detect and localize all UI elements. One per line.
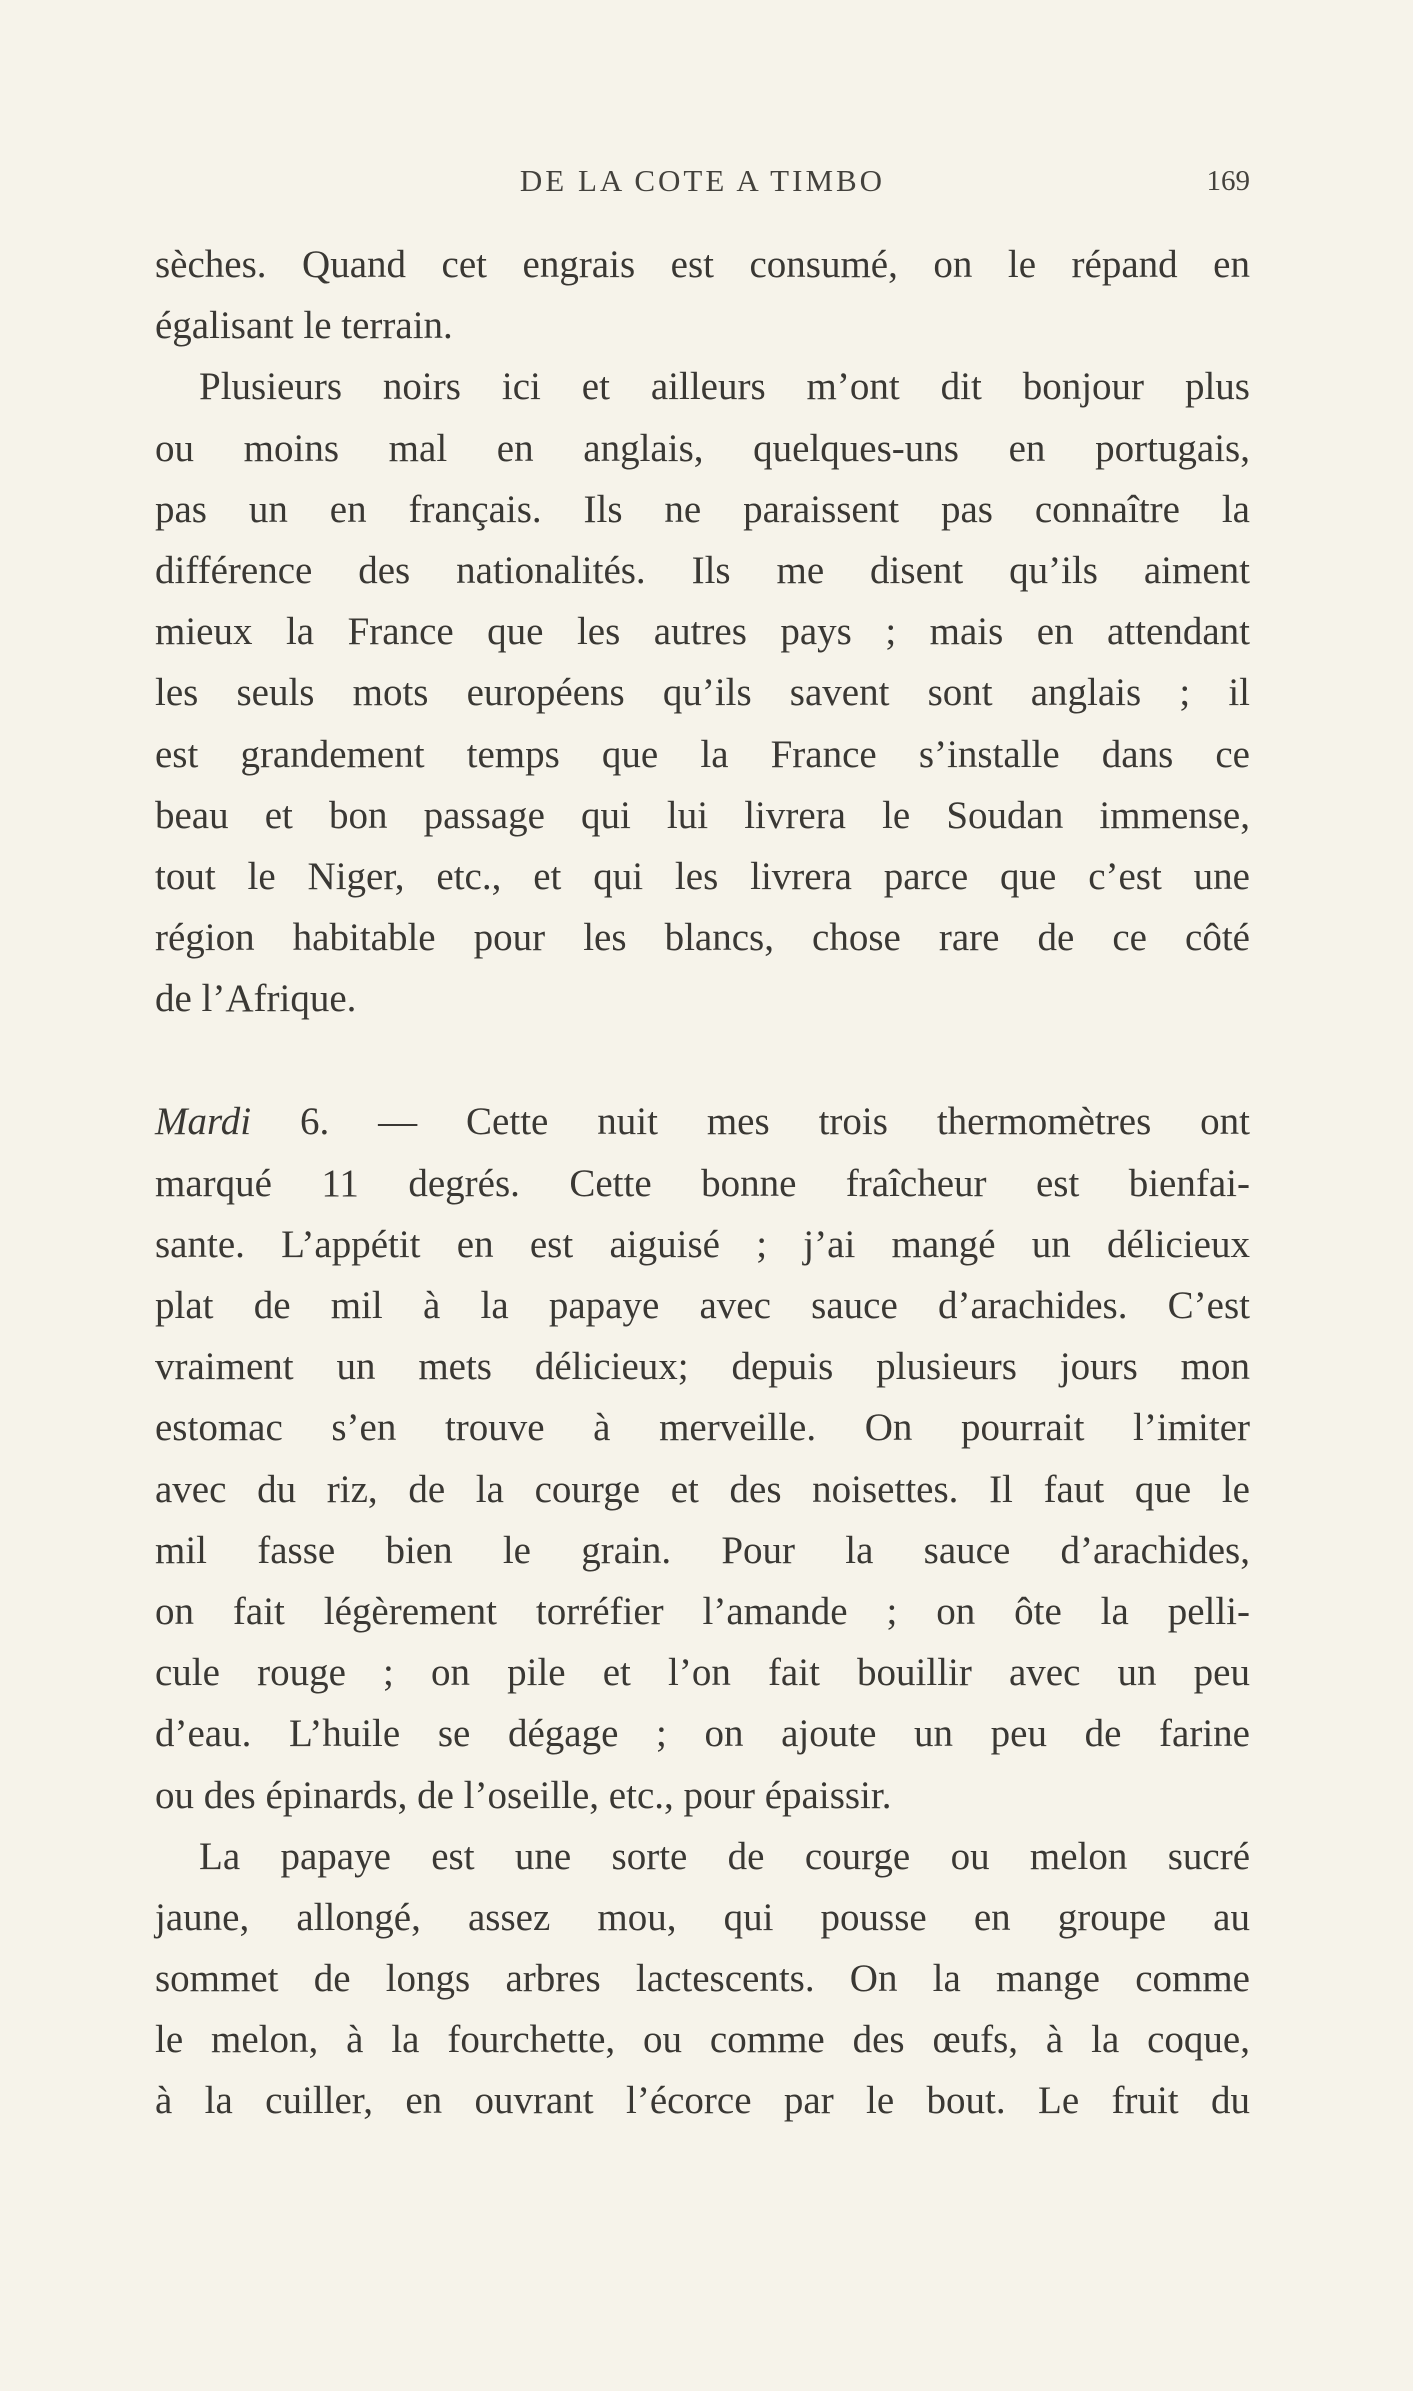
text-line: mil fasse bien le grain. Pour la sauce d’arachides, <box>155 1528 1250 1572</box>
text-line: on fait légèrement torréfier l’amande ; on ôte la pelli- <box>155 1589 1250 1633</box>
paragraph <box>155 356 1250 1029</box>
text-line <box>155 1091 1250 1152</box>
body-text <box>155 234 1250 2132</box>
text-line: jaune, allongé, assez mou, qui pousse en groupe au <box>155 1895 1250 1939</box>
text-line: estomac s’en trouve à merveille. On pourrait l’imiter <box>155 1406 1250 1450</box>
day-label: Mardi <box>155 1100 252 1144</box>
running-head <box>155 163 1250 203</box>
text-line: Plusieurs noirs ici et ailleurs m’ont dit bonjour plus <box>199 365 1250 409</box>
text-line: est grandement temps que la France s’installe dans ce <box>155 732 1250 776</box>
text-line: beau et bon passage qui lui livrera le Soudan immense, <box>155 793 1250 837</box>
text-line: marqué 11 degrés. Cette bonne fraîcheur est bienfai- <box>155 1161 1250 1205</box>
text-line: La papaye est une sorte de courge ou melon sucré <box>199 1834 1250 1878</box>
text-line: sèches. Quand cet engrais est consumé, on le répand en <box>155 243 1250 286</box>
text-line: avec du riz, de la courge et des noisettes. Il faut que le <box>155 1467 1250 1511</box>
text-line: mieux la France que les autres pays ; mais en attendant <box>155 610 1250 654</box>
text-line: tout le Niger, etc., et qui les livrera parce que c’est une <box>155 854 1250 898</box>
text-line: à la cuiller, en ouvrant l’écorce par le bout. Le fruit du <box>155 2079 1250 2123</box>
page-number: 169 <box>1206 165 1250 197</box>
text-line: différence des nationalités. Ils me disent qu’ils aiment <box>155 548 1250 592</box>
text-line: région habitable pour les blancs, chose rare de ce côté <box>155 916 1250 960</box>
text-line: vraiment un mets délicieux; depuis plusieurs jours mon <box>155 1345 1250 1389</box>
paragraph-gap <box>155 1029 1250 1091</box>
running-title: DE LA COTE A TIMBO <box>519 163 886 198</box>
text-line: cule rouge ; on pile et l’on fait bouillir avec un peu <box>155 1651 1250 1695</box>
paragraph <box>155 234 1250 356</box>
text-line: pas un en français. Ils ne paraissent pas connaître la <box>155 487 1250 531</box>
text-line: de l’Afrique. <box>155 977 357 1021</box>
text-line: ou moins mal en anglais, quelques-uns en portugais, <box>155 426 1250 470</box>
text-line: ou des épinards, de l’oseille, etc., pour épaissir. <box>155 1773 892 1817</box>
text-line: les seuls mots européens qu’ils savent sont anglais ; il <box>155 671 1250 715</box>
text-line: sante. L’appétit en est aiguisé ; j’ai mangé un délicieux <box>155 1222 1250 1266</box>
text-line: d’eau. L’huile se dégage ; on ajoute un peu de farine <box>155 1712 1250 1756</box>
entry-first-line: 6. — Cette nuit mes trois thermomètres ont <box>251 1100 1250 1144</box>
text-line: le melon, à la fourchette, ou comme des œufs, à la coque, <box>155 2018 1250 2062</box>
diary-entry <box>155 1091 1250 1825</box>
text-line: plat de mil à la papaye avec sauce d’arachides. C’est <box>155 1284 1250 1327</box>
paragraph <box>155 1826 1250 2132</box>
text-line: égalisant le terrain. <box>155 304 453 348</box>
text-line: sommet de longs arbres lactescents. On la mange comme <box>155 1957 1250 2001</box>
